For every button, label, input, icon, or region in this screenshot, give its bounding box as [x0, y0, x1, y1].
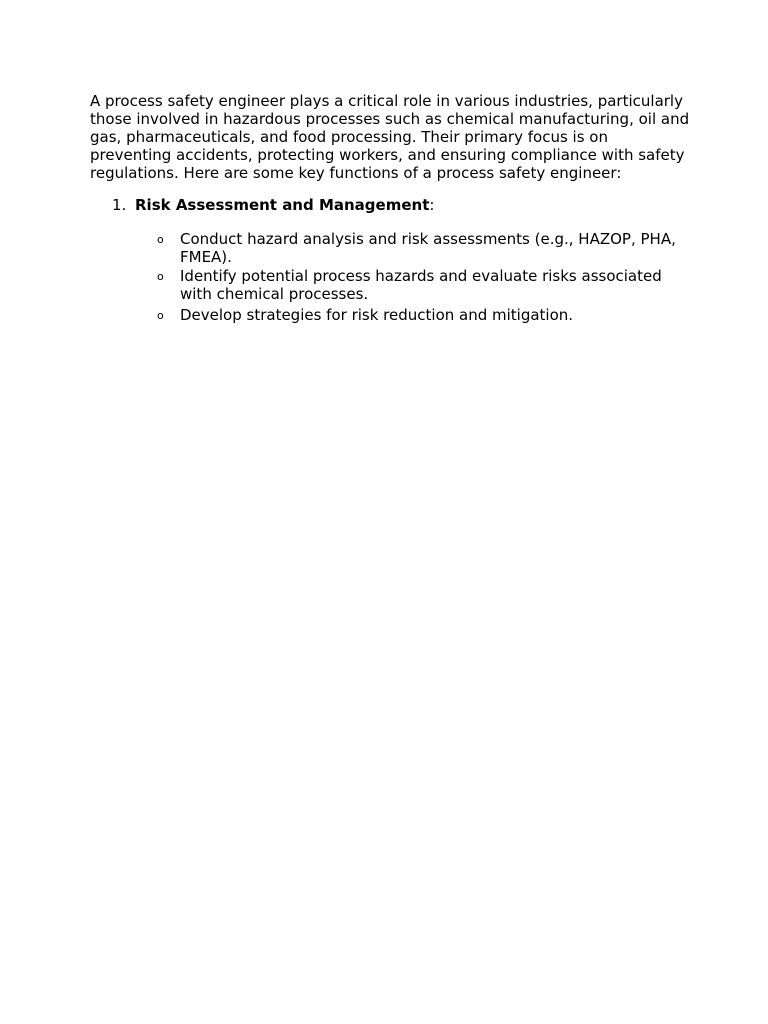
sub-bullet-list [135, 230, 690, 324]
list-number: 1. [112, 196, 127, 214]
document-page [90, 92, 690, 325]
sub-list-item [135, 306, 690, 324]
circle-bullet-icon: o [157, 309, 164, 322]
sub-list-item [135, 267, 690, 303]
sub-item-text: Develop strategies for risk reduction and mitigation. [180, 306, 574, 324]
section-title-suffix: : [429, 196, 435, 214]
list-item [90, 196, 690, 324]
sub-item-text: Conduct hazard analysis and risk assessments (e.g., HAZOP, PHA, FMEA). [180, 230, 676, 266]
section-title: Risk Assessment and Management [135, 196, 430, 214]
intro-paragraph: A process safety engineer plays a critical role in various industries, particularly those involved in hazardous processes such as chemical manufacturing, oil and gas, pharmaceuticals, and food processing. Their primary focus is on preventing accidents, protecting workers, and ensuring compliance with safety regulations. Here are some key functions of a process safety engineer: [90, 92, 690, 182]
sub-item-text: Identify potential process hazards and evaluate risks associated with chemical processes. [180, 267, 662, 303]
circle-bullet-icon: o [157, 233, 164, 246]
sub-list-item [135, 230, 690, 266]
circle-bullet-icon: o [157, 270, 164, 283]
functions-list [90, 196, 690, 324]
section-heading [135, 196, 690, 214]
